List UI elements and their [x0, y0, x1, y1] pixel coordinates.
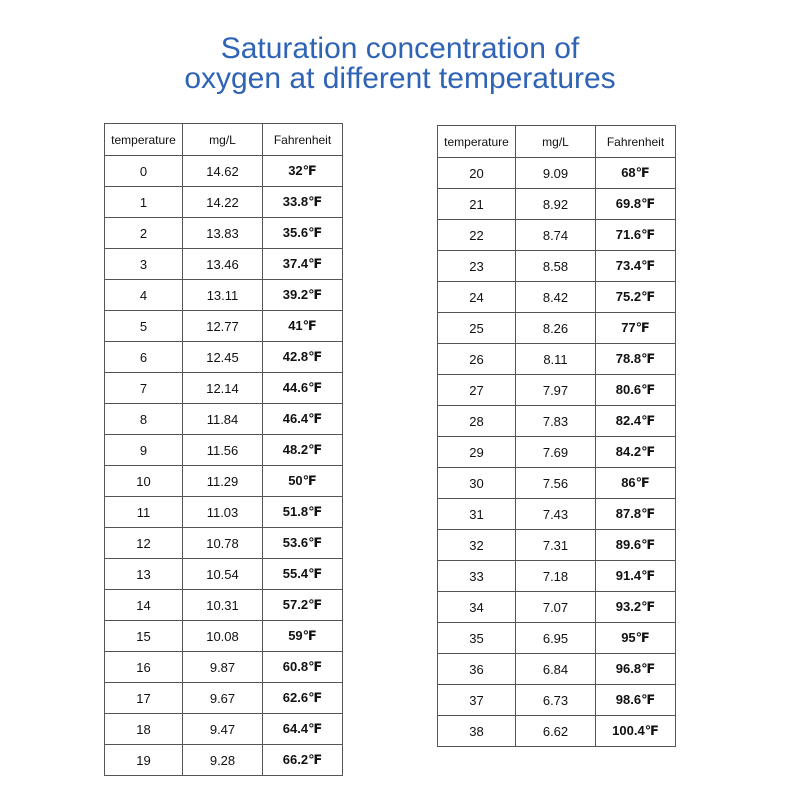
fahrenheit-cell: 95℉: [596, 623, 676, 654]
fahrenheit-cell: 86℉: [596, 468, 676, 499]
mgl-cell: 10.78: [183, 528, 263, 559]
table-row: [105, 745, 343, 776]
table-row: [438, 592, 676, 623]
temperature-cell: 8: [105, 404, 183, 435]
mgl-cell: 11.29: [183, 466, 263, 497]
fahrenheit-cell: 60.8℉: [263, 652, 343, 683]
temperature-cell: 34: [438, 592, 516, 623]
fahrenheit-cell: 77℉: [596, 313, 676, 344]
temperature-cell: 22: [438, 220, 516, 251]
fahrenheit-cell: 64.4℉: [263, 714, 343, 745]
header-fahrenheit: Fahrenheit: [596, 126, 676, 158]
table-row: [438, 220, 676, 251]
fahrenheit-cell: 48.2℉: [263, 435, 343, 466]
mgl-cell: 7.18: [516, 561, 596, 592]
table-row: [105, 342, 343, 373]
fahrenheit-cell: 87.8℉: [596, 499, 676, 530]
mgl-cell: 6.84: [516, 654, 596, 685]
fahrenheit-cell: 100.4℉: [596, 716, 676, 747]
page-title: [0, 34, 800, 94]
temperature-cell: 9: [105, 435, 183, 466]
table-row: [105, 497, 343, 528]
fahrenheit-cell: 84.2℉: [596, 437, 676, 468]
temperature-cell: 23: [438, 251, 516, 282]
table-row: [438, 654, 676, 685]
header-temperature: temperature: [438, 126, 516, 158]
table-row: [105, 249, 343, 280]
temperature-cell: 31: [438, 499, 516, 530]
mgl-cell: 14.22: [183, 187, 263, 218]
table-row: [105, 590, 343, 621]
mgl-cell: 11.56: [183, 435, 263, 466]
fahrenheit-cell: 66.2℉: [263, 745, 343, 776]
table-row: [438, 251, 676, 282]
temperature-cell: 36: [438, 654, 516, 685]
fahrenheit-cell: 71.6℉: [596, 220, 676, 251]
mgl-cell: 12.14: [183, 373, 263, 404]
fahrenheit-cell: 96.8℉: [596, 654, 676, 685]
table-row: [438, 623, 676, 654]
temperature-cell: 21: [438, 189, 516, 220]
temperature-cell: 18: [105, 714, 183, 745]
header-mgl: mg/L: [183, 124, 263, 156]
fahrenheit-cell: 73.4℉: [596, 251, 676, 282]
temperature-cell: 5: [105, 311, 183, 342]
fahrenheit-cell: 32℉: [263, 156, 343, 187]
mgl-cell: 9.47: [183, 714, 263, 745]
table-header-row: [438, 126, 676, 158]
fahrenheit-cell: 98.6℉: [596, 685, 676, 716]
temperature-cell: 12: [105, 528, 183, 559]
fahrenheit-cell: 75.2℉: [596, 282, 676, 313]
table-row: [105, 652, 343, 683]
table-row: [438, 189, 676, 220]
table-row: [105, 559, 343, 590]
table-row: [105, 373, 343, 404]
mgl-cell: 12.45: [183, 342, 263, 373]
table-header-row: [105, 124, 343, 156]
temperature-cell: 11: [105, 497, 183, 528]
fahrenheit-cell: 37.4℉: [263, 249, 343, 280]
fahrenheit-cell: 46.4℉: [263, 404, 343, 435]
table-row: [438, 282, 676, 313]
temperature-cell: 15: [105, 621, 183, 652]
mgl-cell: 9.87: [183, 652, 263, 683]
header-temperature: temperature: [105, 124, 183, 156]
left-table: [104, 123, 343, 776]
temperature-cell: 0: [105, 156, 183, 187]
temperature-cell: 25: [438, 313, 516, 344]
fahrenheit-cell: 68℉: [596, 158, 676, 189]
fahrenheit-cell: 82.4℉: [596, 406, 676, 437]
fahrenheit-cell: 59℉: [263, 621, 343, 652]
table-row: [105, 311, 343, 342]
title-line-1: Saturation concentration of: [220, 32, 580, 65]
table-row: [438, 468, 676, 499]
fahrenheit-cell: 39.2℉: [263, 280, 343, 311]
temperature-cell: 37: [438, 685, 516, 716]
table-row: [105, 187, 343, 218]
mgl-cell: 7.69: [516, 437, 596, 468]
temperature-cell: 20: [438, 158, 516, 189]
mgl-cell: 7.97: [516, 375, 596, 406]
mgl-cell: 10.54: [183, 559, 263, 590]
mgl-cell: 8.42: [516, 282, 596, 313]
table-row: [105, 621, 343, 652]
fahrenheit-cell: 93.2℉: [596, 592, 676, 623]
temperature-cell: 4: [105, 280, 183, 311]
temperature-cell: 30: [438, 468, 516, 499]
mgl-cell: 11.84: [183, 404, 263, 435]
fahrenheit-cell: 51.8℉: [263, 497, 343, 528]
fahrenheit-cell: 91.4℉: [596, 561, 676, 592]
fahrenheit-cell: 35.6℉: [263, 218, 343, 249]
mgl-cell: 13.83: [183, 218, 263, 249]
fahrenheit-cell: 55.4℉: [263, 559, 343, 590]
table-row: [105, 466, 343, 497]
table-row: [105, 156, 343, 187]
temperature-cell: 13: [105, 559, 183, 590]
mgl-cell: 7.43: [516, 499, 596, 530]
header-fahrenheit: Fahrenheit: [263, 124, 343, 156]
fahrenheit-cell: 69.8℉: [596, 189, 676, 220]
table-row: [438, 499, 676, 530]
mgl-cell: 6.95: [516, 623, 596, 654]
fahrenheit-cell: 53.6℉: [263, 528, 343, 559]
table-row: [438, 406, 676, 437]
table-row: [438, 158, 676, 189]
fahrenheit-cell: 33.8℉: [263, 187, 343, 218]
temperature-cell: 28: [438, 406, 516, 437]
mgl-cell: 7.07: [516, 592, 596, 623]
fahrenheit-cell: 80.6℉: [596, 375, 676, 406]
temperature-cell: 16: [105, 652, 183, 683]
fahrenheit-cell: 42.8℉: [263, 342, 343, 373]
mgl-cell: 13.11: [183, 280, 263, 311]
temperature-cell: 7: [105, 373, 183, 404]
mgl-cell: 7.83: [516, 406, 596, 437]
temperature-cell: 1: [105, 187, 183, 218]
mgl-cell: 9.09: [516, 158, 596, 189]
mgl-cell: 7.31: [516, 530, 596, 561]
temperature-cell: 27: [438, 375, 516, 406]
table-row: [438, 375, 676, 406]
mgl-cell: 10.08: [183, 621, 263, 652]
table-row: [438, 685, 676, 716]
fahrenheit-cell: 89.6℉: [596, 530, 676, 561]
mgl-cell: 6.73: [516, 685, 596, 716]
table-row: [438, 437, 676, 468]
mgl-cell: 8.11: [516, 344, 596, 375]
fahrenheit-cell: 62.6℉: [263, 683, 343, 714]
table-row: [105, 683, 343, 714]
temperature-cell: 32: [438, 530, 516, 561]
temperature-cell: 33: [438, 561, 516, 592]
table-row: [105, 218, 343, 249]
mgl-cell: 10.31: [183, 590, 263, 621]
mgl-cell: 8.26: [516, 313, 596, 344]
temperature-cell: 29: [438, 437, 516, 468]
temperature-cell: 35: [438, 623, 516, 654]
mgl-cell: 8.58: [516, 251, 596, 282]
mgl-cell: 11.03: [183, 497, 263, 528]
table-row: [105, 404, 343, 435]
table-row: [105, 714, 343, 745]
temperature-cell: 17: [105, 683, 183, 714]
table-row: [438, 313, 676, 344]
table-row: [105, 280, 343, 311]
mgl-cell: 12.77: [183, 311, 263, 342]
table-row: [438, 530, 676, 561]
fahrenheit-cell: 57.2℉: [263, 590, 343, 621]
table-row: [105, 528, 343, 559]
temperature-cell: 2: [105, 218, 183, 249]
right-table: [437, 125, 676, 747]
mgl-cell: 14.62: [183, 156, 263, 187]
mgl-cell: 7.56: [516, 468, 596, 499]
temperature-cell: 19: [105, 745, 183, 776]
title-line-2: oxygen at different temperatures: [184, 62, 616, 95]
mgl-cell: 13.46: [183, 249, 263, 280]
temperature-cell: 6: [105, 342, 183, 373]
fahrenheit-cell: 44.6℉: [263, 373, 343, 404]
fahrenheit-cell: 78.8℉: [596, 344, 676, 375]
mgl-cell: 8.92: [516, 189, 596, 220]
table-row: [438, 344, 676, 375]
table-row: [105, 435, 343, 466]
table-row: [438, 561, 676, 592]
table-row: [438, 716, 676, 747]
mgl-cell: 9.28: [183, 745, 263, 776]
mgl-cell: 9.67: [183, 683, 263, 714]
temperature-cell: 14: [105, 590, 183, 621]
temperature-cell: 26: [438, 344, 516, 375]
mgl-cell: 6.62: [516, 716, 596, 747]
temperature-cell: 24: [438, 282, 516, 313]
mgl-cell: 8.74: [516, 220, 596, 251]
temperature-cell: 38: [438, 716, 516, 747]
fahrenheit-cell: 50℉: [263, 466, 343, 497]
temperature-cell: 10: [105, 466, 183, 497]
fahrenheit-cell: 41℉: [263, 311, 343, 342]
temperature-cell: 3: [105, 249, 183, 280]
header-mgl: mg/L: [516, 126, 596, 158]
